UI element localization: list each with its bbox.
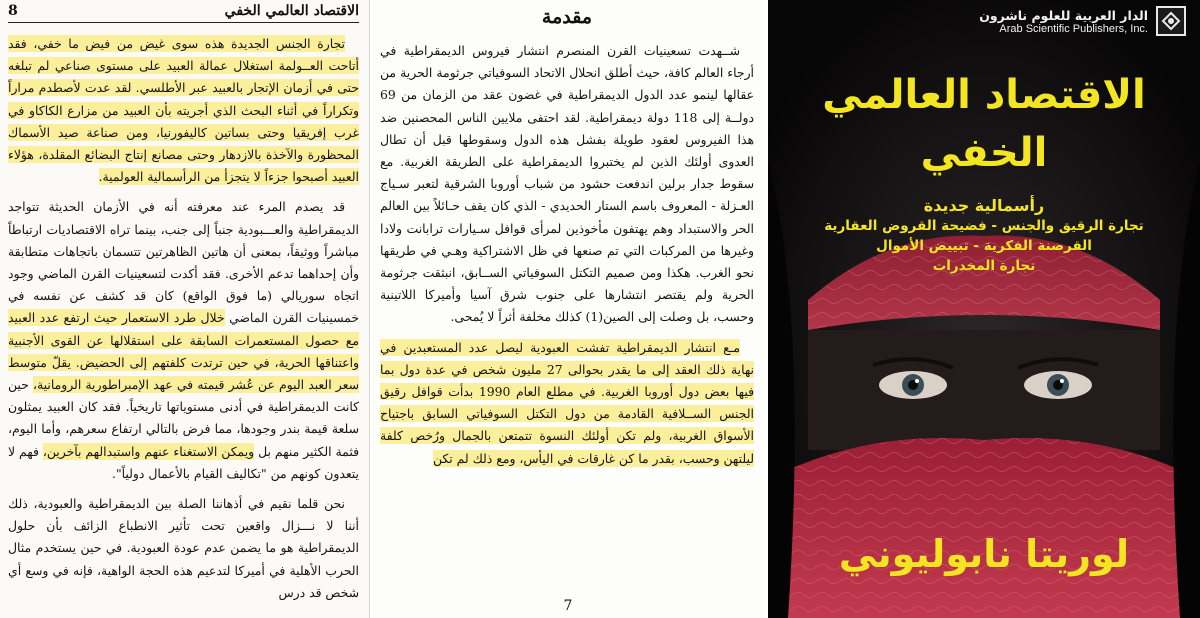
highlighted-text: ويمكن الاستغناء عنهم واستبدالهم بآخرين، [42,443,255,459]
face-band [808,330,1160,450]
publisher-english-name: Arab Scientific Publishers, Inc. [999,22,1148,35]
header-book-title: الاقتصاد العالمي الخفي [224,3,359,19]
body-paragraph [380,337,754,470]
body-paragraph [8,196,359,485]
subtitle-heading: رأسمالية جديدة [923,196,1045,215]
subtitle-line: القرصنة الفكرية - تبييض الأموال [876,238,1092,254]
subtitle-line: تجارة المخدرات [932,258,1036,274]
chapter-title: مقدمة [541,6,593,28]
left-book-page [0,0,370,618]
publisher-arabic-name: الدار العربية للعلوم ناشرون [979,7,1148,23]
cover-title-line2: الخفي [920,130,1048,176]
body-paragraph [8,493,359,604]
cover-subtitle [768,196,1200,276]
author-name: لوريتا نابوليوني [838,532,1130,576]
cover-title [768,66,1200,182]
paragraph-text: قد يصدم المرء عند معرفته أنه في الأزمان الحديثة تتواجد الديمقراطية والعـــبودية جنباً إلى جنب، بينما تراه الاقتصاديات ارتباطاً مباشراً ووثيقاً، بمعنى أن هاتين الظاهرتين تتسمان باتجاهات متطابقة وأن إحداهما تدعم الأخرى. فقد أكدت لتسعينيات القرن الماضي وجود اتجاه سوريالي (ما فوق الواقع) كان قد كشف عن نفسه في خمسينيات القرن الماضي [8,199,359,326]
book-cover [768,0,1200,618]
publisher-logo-icon [1156,6,1186,36]
highlighted-text: مـع انتشار الديمقراطية تفشت العبودية ليصل عدد المستعبدين في نهاية ذلك العقد إلى ما يقدر بحوالى 27 مليون شخص في عدة دول بما فيها بعض دول أوروبا الغربية. في مطلع العام 1990 بدأت قوافل رقيق الجنس الســلافية القادمة من دول التكتل السوفياتي السابق باجتياح الأسواق الغربية، ولم تكن أولئك النسوة تتمتعن بالجمال ورُخص كلفة ليلتهن وحسب، بقدر ما كن غارقات في اليأس، ومع ذلك لم تكن [380,339,755,466]
left-page-body [8,33,359,604]
highlighted-text: خلال طرد الاستعمار حيث ارتفع عدد العبيد مع حصول المستعمرات السابقة على استقلالها عن القوى الأجنبية واعتناقها الحرية، في حين ترتدت كلفتهم إلى الحضيض. يقلّ متوسط سعر العبد اليوم عن عُشر قيمته في عهد الإمبراطورية الرومانية، [8,310,359,393]
highlighted-text: تجارة الجنس الجديدة هذه سوى غيض من فيض ما خفي، فقد أتاحت العــولمة استغلال عمالة العبيد على مستوى صناعي لم تبلغه حتى في أزمان الإتجار بالعبيد عبر الأطلسي. لقد عدت لأصطدم مراراً وتكراراً في أثناء البحث الذي أجريته بأن العبيد من مزارع الكاكاو في غرب إفريقيا وحتى بساتين كاليفورنيا، ومن صناعة صيد الأسماك المحظورة والآخذة بالازدهار وحتى مصانع إنتاج البضائع المقلدة، هؤلاء العبيد أصبحوا جزءاً لا يتجزأ من الرأسمالية العولمية. [8,36,359,185]
cover-title-line1: الاقتصاد العالمي [822,72,1146,118]
paragraph-text: شــهدت تسعينيات القرن المنصرم انتشار فيروس الديمقراطية في أرجاء العالم كافة، حيث أطلق انحلال الاتحاد السوفياتي جرثومة الحرية من عقالها لينمو عدد الدول الديمقراطية في غضون عقد من الزمان من 69 دولــة إلى 118 دولة ديمقراطية. لقد احتفى ملايين الناس المحصنين ضد هذا الفيروس لعقود طويلة بفشل هذه الدول وسقوطها قبل أن تطال العدوى أولئك الذين لم يختبروا الديمقراطية على الطريقة الغربية. مع سقوط جدار برلين اندفعت حشود من شباب أوروبا الشرقية لتعبر سـياج العـزلة - المعروف باسم الستار الحديدي - الذي كان يقف حـائلاً بين العالم الحر والاستبداد وهم يهتفون مأخوذين لمرأى قوافل سـيارات ترابانت ولادا وغيرها من المركبات التي تم صنعها في ظل الاشتراكية وهـي في طريقها نحو الغرب. هكذا ومن صميم التكتل السوفياتي الســابق، انبثقت جرثومة الحرية ولم يقتصر انتشارها على جنوب شرق آسيا وأميركا اللاتينية وحسب، بل وصلت إلى الصين(1) كذلك مخلفة أثراً لا يُمحى. [380,43,755,325]
paragraph-text: فهم لا يتعدون كونهم من "تكاليف القيام بالأعمال دولياً". [8,443,359,481]
body-paragraph [8,33,359,188]
body-paragraph [380,40,754,329]
running-header [8,0,359,23]
publisher-block [979,6,1186,36]
subtitle-line: تجارة الرقيق والجنس - فضيحة القروض العقارية [824,218,1144,234]
middle-page-body [380,40,754,470]
header-page-number: 8 [8,3,18,19]
left-eye-icon [879,371,947,399]
footer-page-number: 7 [563,598,573,614]
paragraph-text: نحن قلما نقيم في أذهاننا الصلة بين الديمقراطية والعبودية، ذلك أننا لا نـــزال واقعين تحت تأثير الانطباع الزائف بأن حلول الديمقراطية هو ما يضمن عدم عودة العبودية. في حين يستخدم مثال الحرب الأهلية في أميركا لتدعيم هذه الحجة الواهية، فإنه في وسع أي شخص قد درس [8,496,359,600]
middle-book-page [372,0,764,618]
right-eye-icon [1024,371,1092,399]
paragraph-text: حين كانت الديمقراطية في أدنى مستوياتها تاريخياً. فقد كان العبيد يمثلون سلعة قيمة بندر وجودها، مما فرض بالتالي ارتفاع سعرهم، وأما اليوم، فثمة الكثير منهم بل [8,377,359,459]
lower-veil-pattern [788,438,1180,618]
